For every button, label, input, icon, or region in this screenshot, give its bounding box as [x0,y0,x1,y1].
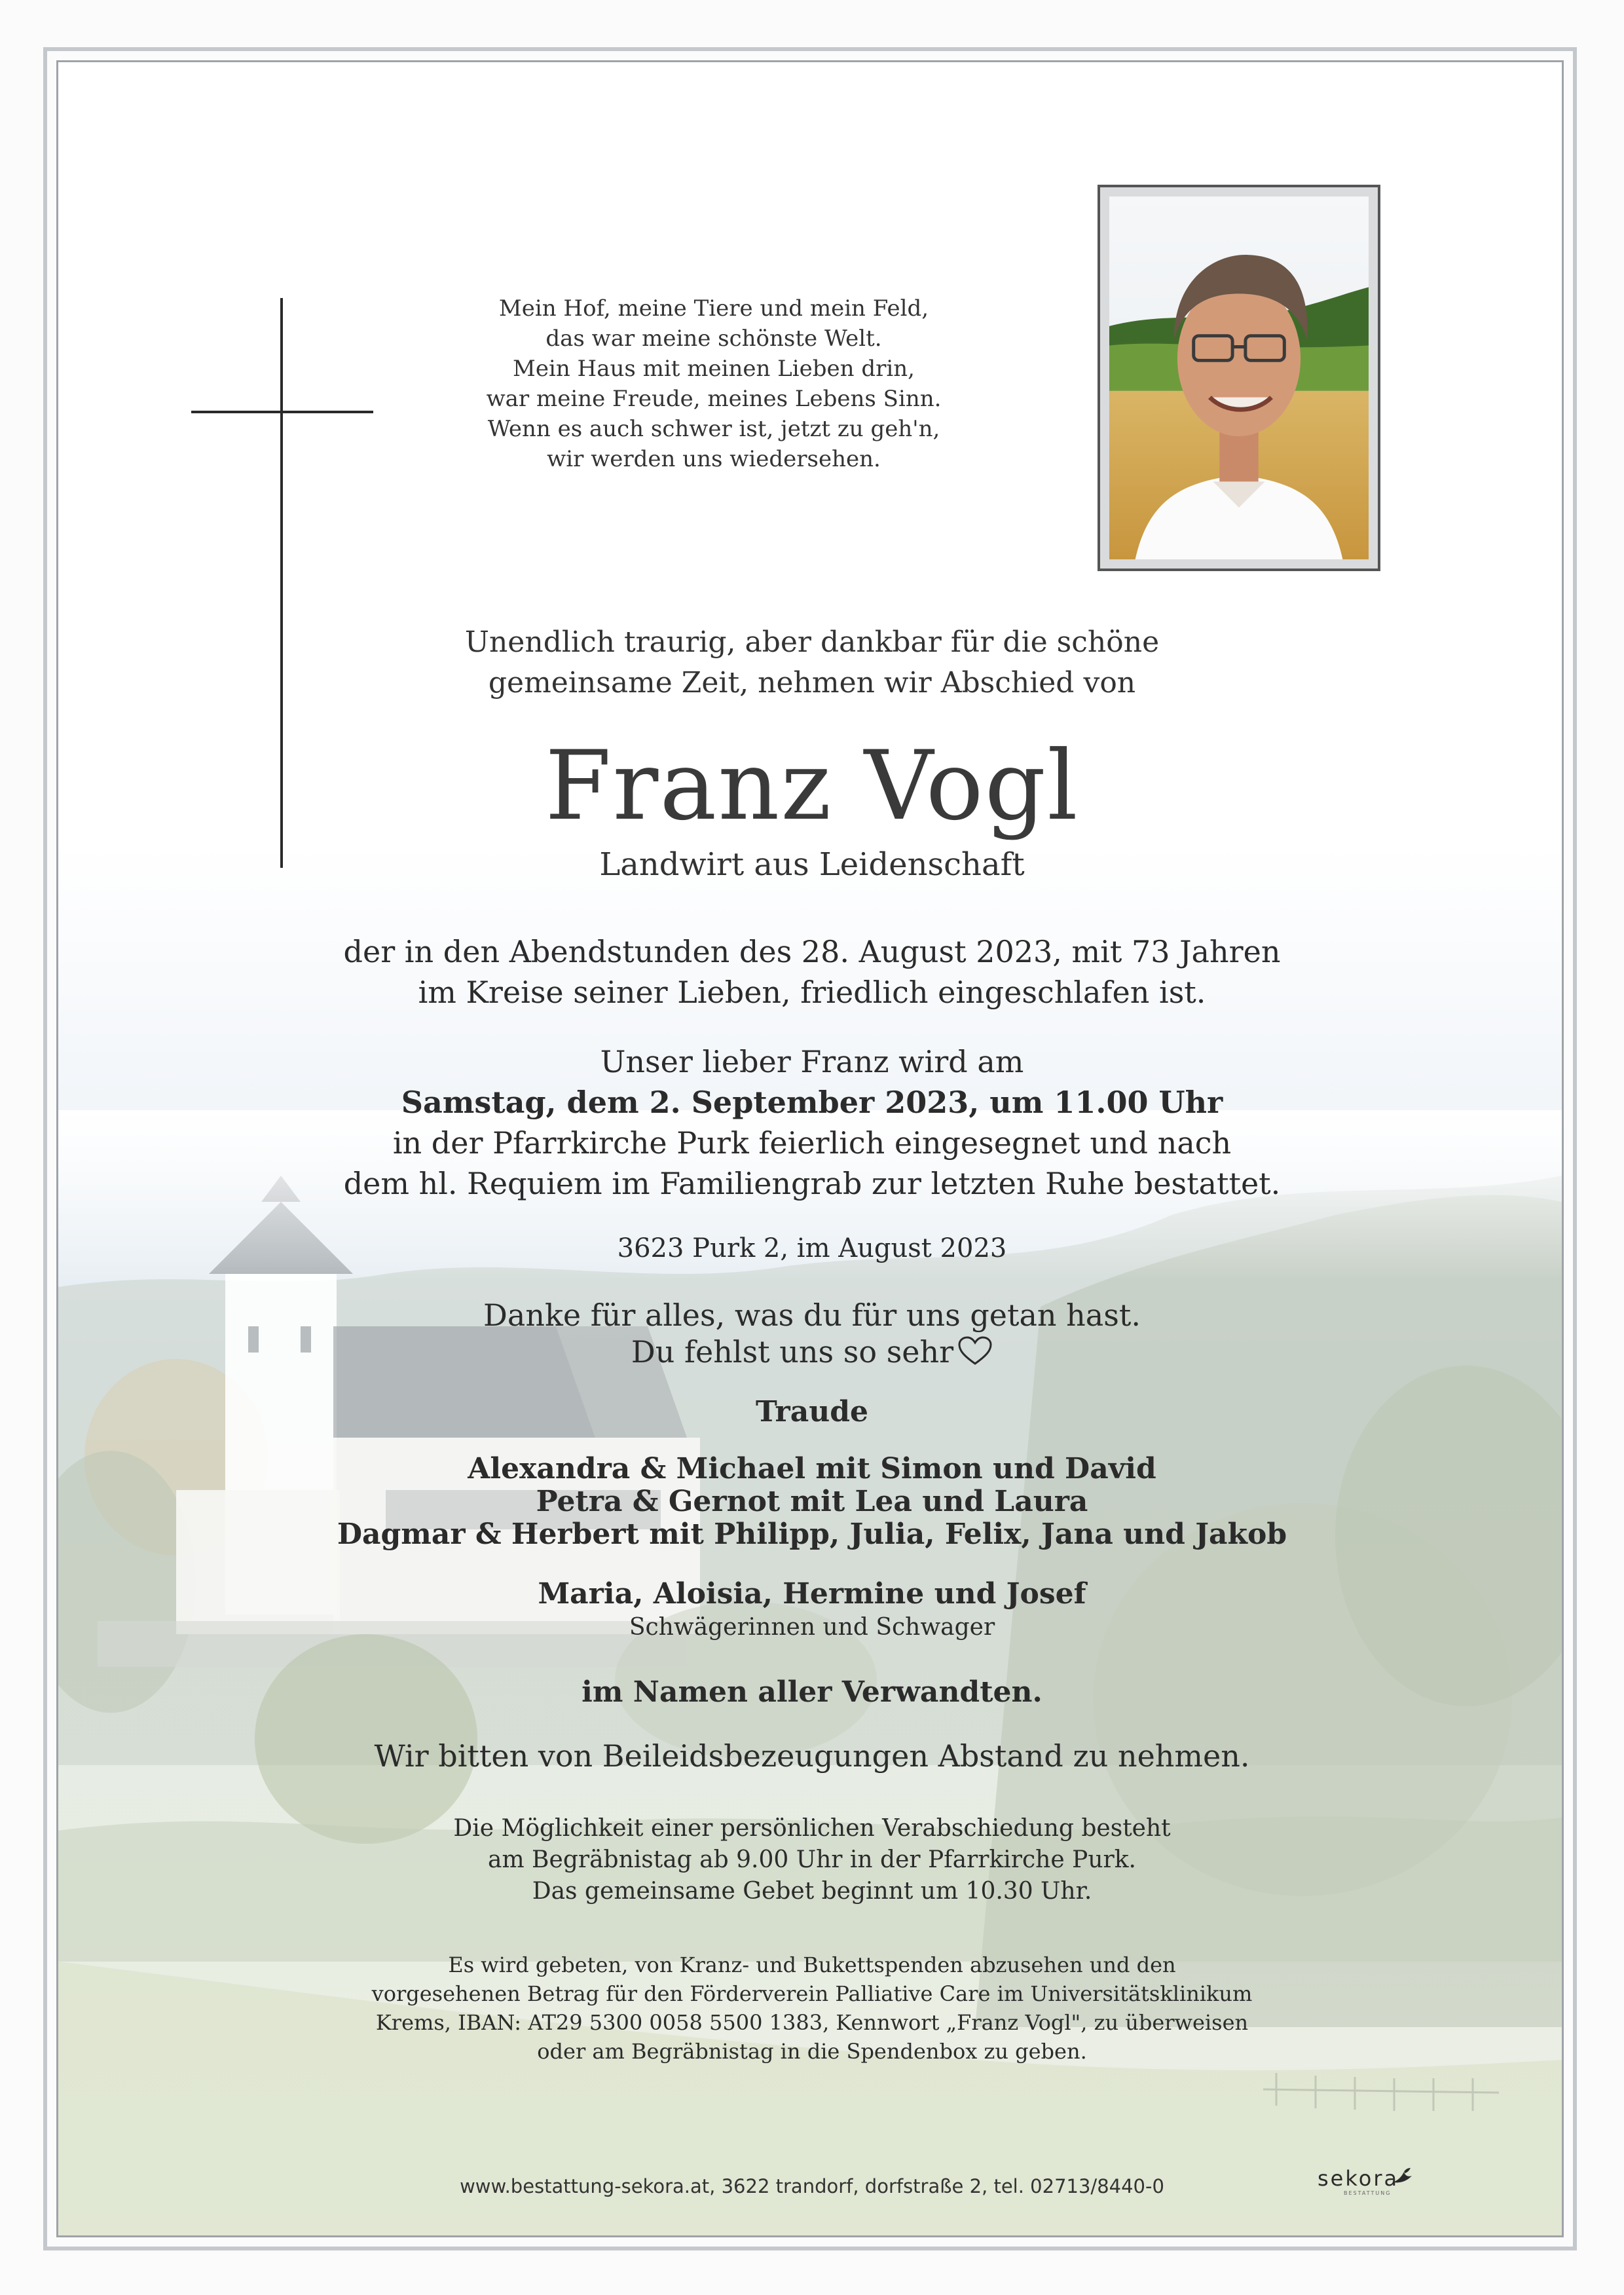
poem [426,293,1002,474]
logo-word: sekora [1318,2166,1399,2191]
farewell-line: Das gemeinsame Gebet beginnt um 10.30 Uhr. [532,1878,1092,1905]
funeral-notice [0,1041,1624,1204]
heart-icon [957,1336,993,1366]
thanks-line-text: Du fehlst uns so sehr [631,1334,954,1370]
donation-line: Krems, IBAN: AT29 5300 0058 5500 1383, Kennwort „Franz Vogl", zu überweisen [375,2010,1249,2035]
intro-line: Unendlich traurig, aber dankbar für die schöne [464,625,1160,659]
poem-line: das war meine schönste Welt. [545,326,882,352]
poem-line: war meine Freude, meines Lebens Sinn. [486,386,942,412]
donation-line: oder am Begräbnistag in die Spendenbox zu geben. [537,2039,1087,2064]
deceased-subtitle: Landwirt aus Leidenschaft [599,846,1025,883]
mourner-relatives: im Namen aller Verwandten. [581,1675,1043,1709]
intro-line: gemeinsame Zeit, nehmen wir Abschied von [488,666,1136,700]
death-line: der in den Abendstunden des 28. August 2023, mit 73 Jahren [343,934,1281,969]
funeral-line: Unser lieber Franz wird am [600,1044,1024,1079]
poem-line: Mein Haus mit meinen Lieben drin, [513,356,915,382]
portrait-photo [1109,196,1369,559]
sekora-logo [1318,2167,1409,2206]
portrait-frame [1098,185,1380,571]
donation-line: vorgesehenen Betrag für den Förderverein Palliative Care im Universitätsklinikum [371,1981,1253,2006]
bird-icon [1391,2167,1413,2186]
family-line: Alexandra & Michael mit Simon und David [468,1452,1156,1485]
mourner-families [0,1453,1624,1551]
farewell-info [0,1813,1624,1907]
thanks-line: Danke für alles, was du für uns getan hast. [483,1297,1141,1333]
footer-contact: www.bestattung-sekora.at, 3622 trandorf, dorfstraße 2, tel. 02713/8440-0 [460,2175,1164,2197]
death-notice [0,931,1624,1013]
mourner-spouse: Traude [756,1395,868,1428]
donation-line: Es wird gebeten, von Kranz- und Bukettspenden abzusehen und den [448,1952,1176,1977]
deceased-name: Franz Vogl [545,730,1079,842]
place-date: 3623 Purk 2, im August 2023 [617,1233,1007,1263]
poem-line: Wenn es auch schwer ist, jetzt zu geh'n, [487,416,940,442]
funeral-date: Samstag, dem 2. September 2023, um 11.00 Uhr [401,1085,1223,1120]
mourner-siblings-role: Schwägerinnen und Schwager [629,1614,995,1641]
death-line: im Kreise seiner Lieben, friedlich eingeschlafen ist. [418,975,1206,1010]
poem-line: Mein Hof, meine Tiere und mein Feld, [498,295,929,322]
intro-text [0,622,1624,703]
family-line: Dagmar & Herbert mit Philipp, Julia, Felix, Jana und Jakob [337,1518,1287,1551]
cross-horizontal-bar [191,411,373,413]
funeral-line: dem hl. Requiem im Familiengrab zur letzten Ruhe bestattet. [343,1166,1281,1201]
thanks-line-2 [0,1334,1624,1370]
condolence-note: Wir bitten von Beileidsbezeugungen Abstand zu nehmen. [374,1738,1250,1774]
donation-info [0,1950,1624,2066]
farewell-line: Die Möglichkeit einer persönlichen Verabschiedung besteht [453,1815,1171,1842]
mourner-siblings: Maria, Aloisia, Hermine und Josef [538,1577,1086,1611]
farewell-line: am Begräbnistag ab 9.00 Uhr in der Pfarrkirche Purk. [488,1846,1136,1873]
funeral-line: in der Pfarrkirche Purk feierlich eingesegnet und nach [392,1125,1232,1161]
family-line: Petra & Gernot mit Lea und Laura [536,1485,1088,1518]
poem-line: wir werden uns wiedersehen. [547,446,881,472]
logo-tagline: BESTATTUNG [1344,2190,1392,2196]
thanks-text [0,1297,1624,1370]
